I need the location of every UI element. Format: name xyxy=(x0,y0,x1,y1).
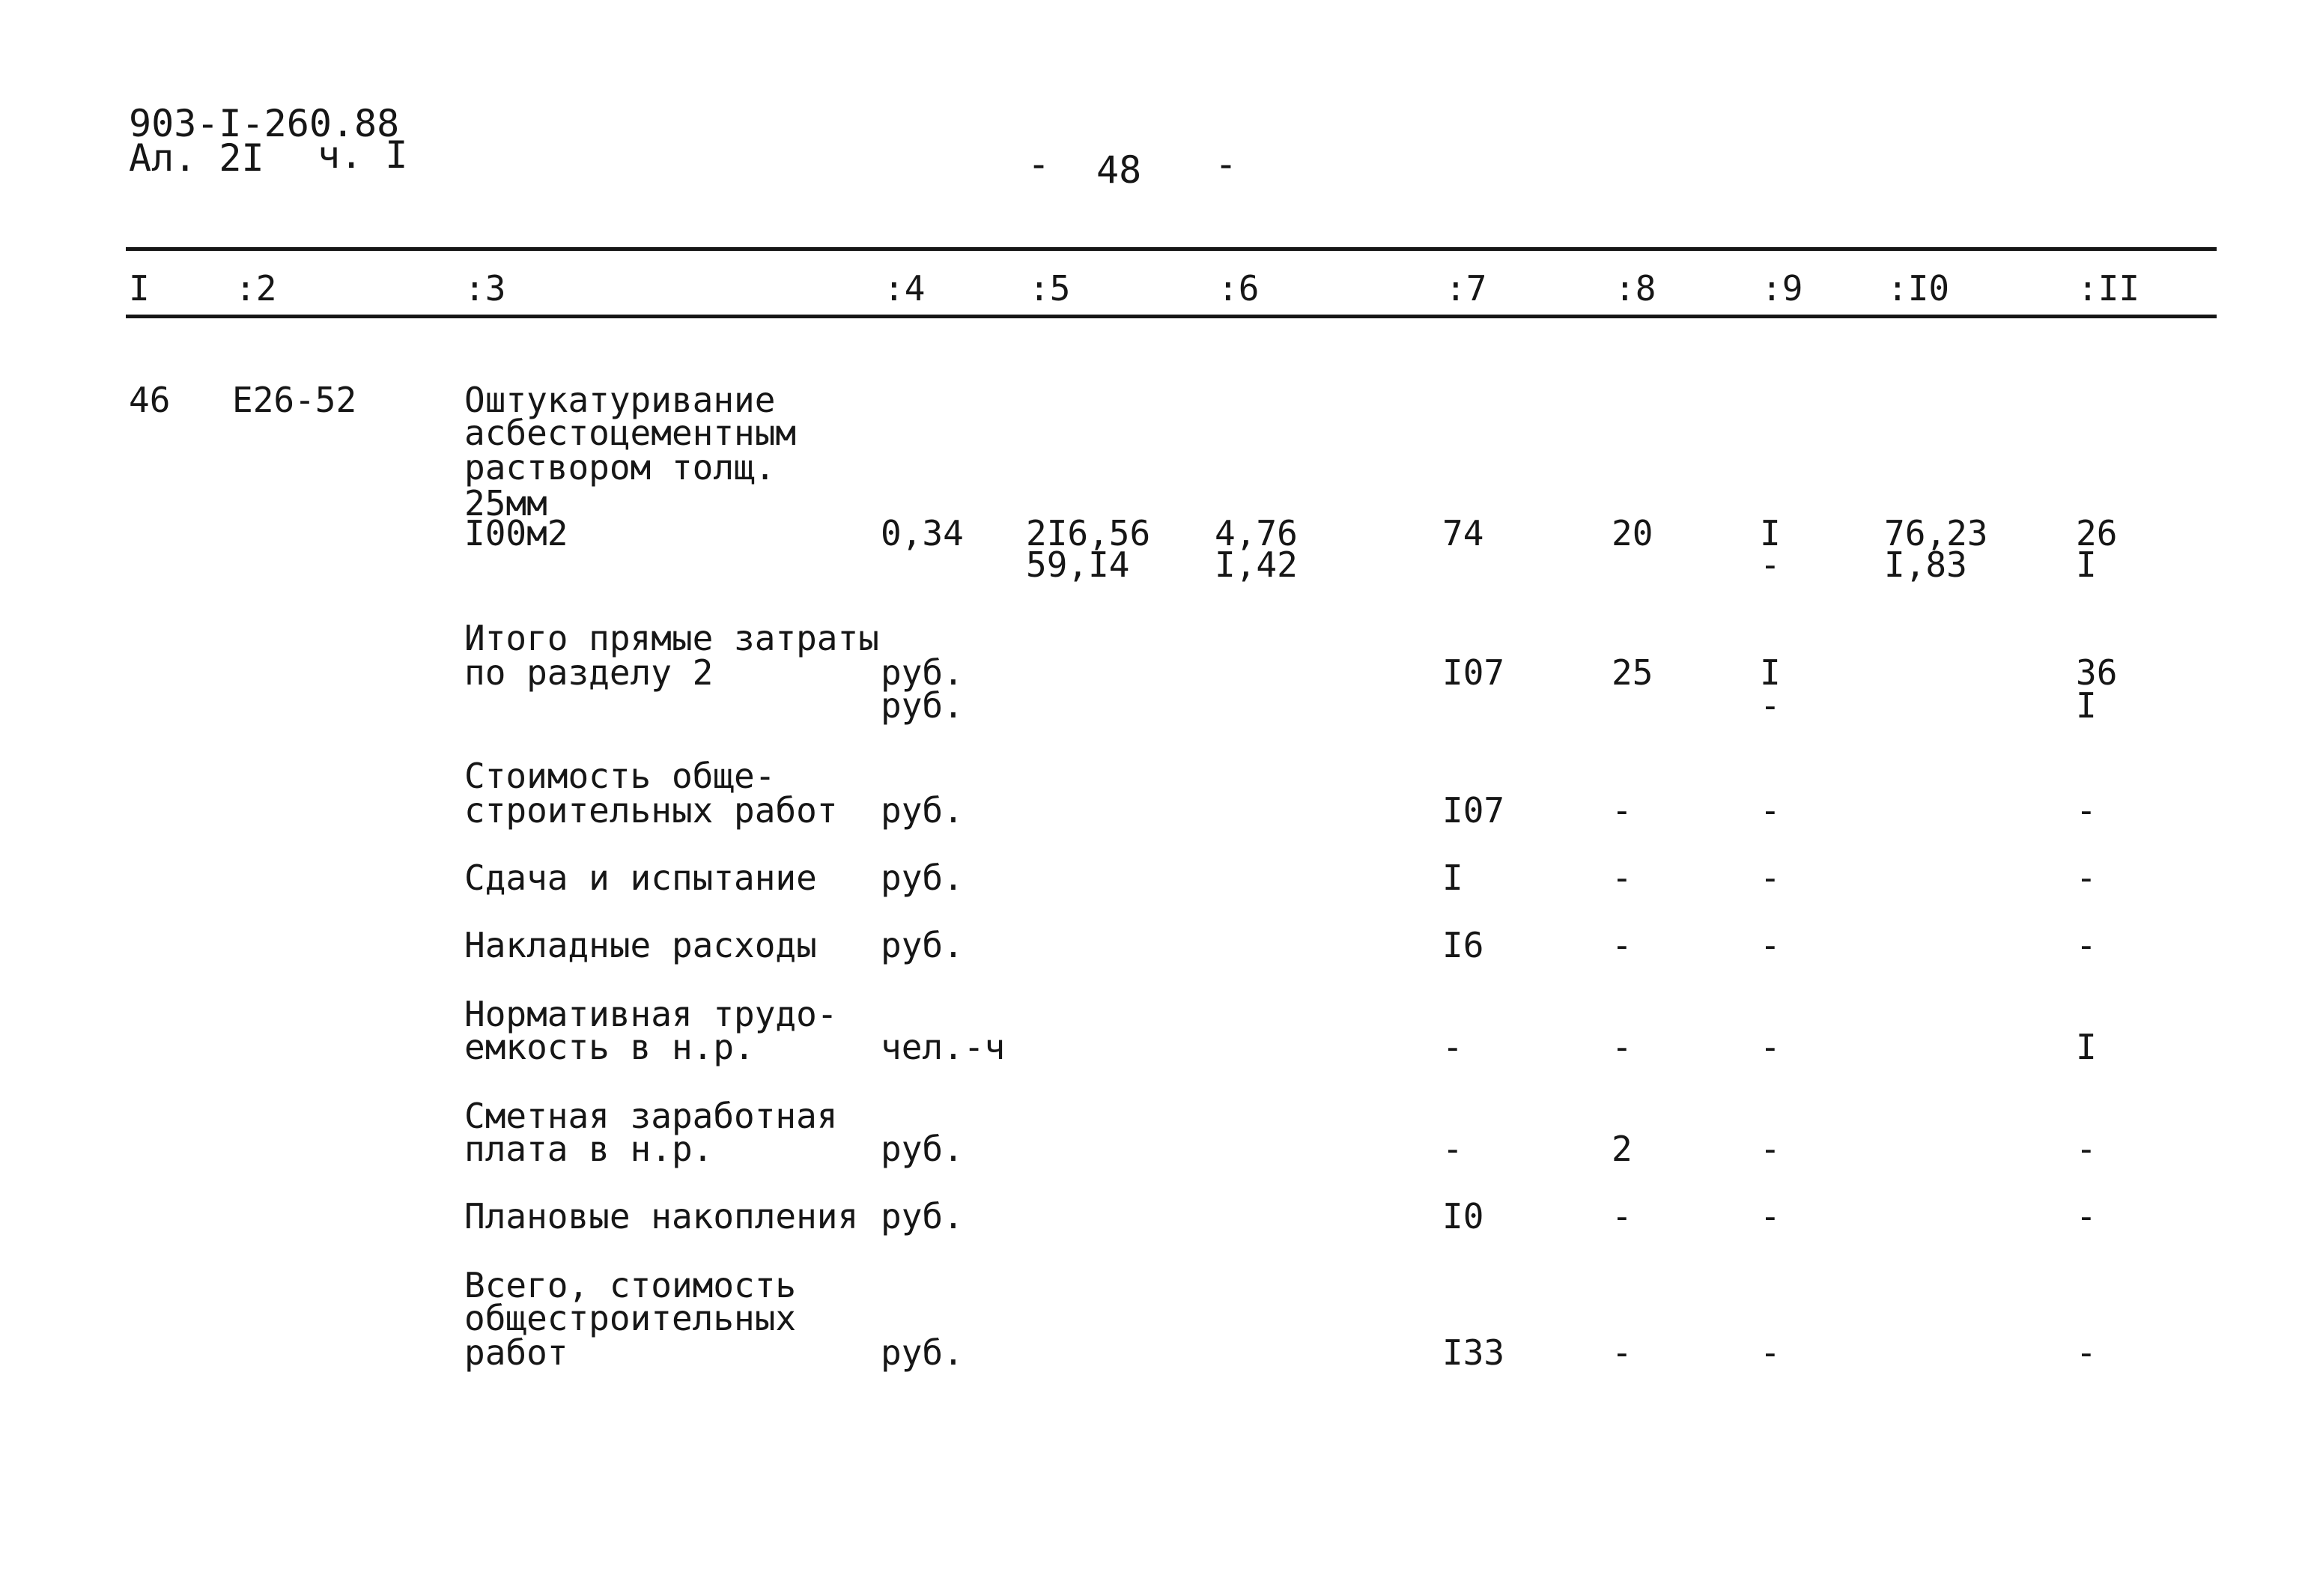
column-header-3: :3 xyxy=(464,268,506,309)
document-code: 903-I-260.88 xyxy=(129,102,400,145)
summary-col7-value: - xyxy=(1442,1129,1463,1169)
summary-unit: руб. xyxy=(881,925,964,965)
item-description-line: Оштукатуривание xyxy=(464,380,776,420)
summary-label-line: по разделу 2 xyxy=(464,652,714,693)
summary-unit: руб. xyxy=(881,1332,964,1373)
summary-col8-value: - xyxy=(1612,858,1633,898)
column-header-10: :I0 xyxy=(1887,268,1950,309)
summary-col7-value: I6 xyxy=(1442,925,1484,965)
summary-col8-value: - xyxy=(1612,1332,1633,1373)
item-col10-value: I,83 xyxy=(1884,544,1967,585)
item-col6-value: I,42 xyxy=(1215,544,1298,585)
column-header-9: :9 xyxy=(1761,268,1803,309)
summary-unit: руб. xyxy=(881,1196,964,1237)
item-number: 46 xyxy=(129,380,171,420)
summary-col9-value: - xyxy=(1760,858,1781,898)
summary-col11-value: - xyxy=(2076,925,2097,965)
summary-label-line: Накладные расходы xyxy=(464,925,817,965)
summary-col9-value: - xyxy=(1760,1027,1781,1067)
page-number: 48 xyxy=(1096,148,1142,192)
summary-label-line: Стоимость обще- xyxy=(464,756,776,796)
summary-unit: руб. xyxy=(881,1129,964,1169)
summary-unit: руб. xyxy=(881,858,964,898)
summary-unit: руб. xyxy=(881,685,964,726)
summary-col7-value: I0 xyxy=(1442,1196,1484,1237)
summary-unit: чел.-ч xyxy=(881,1027,1006,1067)
summary-col7-value: I07 xyxy=(1442,790,1505,831)
summary-col7-value: I xyxy=(1442,858,1463,898)
summary-col9-value: - xyxy=(1760,790,1781,831)
item-col9-value: - xyxy=(1760,544,1781,585)
summary-col9-value: - xyxy=(1760,1129,1781,1169)
column-header-11: :II xyxy=(2077,268,2140,309)
summary-label-line: Итого прямые затраты xyxy=(464,618,879,658)
item-col11-value: 26 xyxy=(2076,513,2118,553)
page-dash-right: - xyxy=(1215,142,1238,186)
summary-label-line: емкость в н.р. xyxy=(464,1027,755,1067)
summary-label-line: Всего, стоимость xyxy=(464,1265,797,1305)
summary-col11-value: - xyxy=(2076,1332,2097,1373)
summary-label-line: Нормативная трудо- xyxy=(464,994,838,1034)
item-description-line: раствором толщ. xyxy=(464,447,776,488)
summary-label-line: общестроительных xyxy=(464,1298,797,1338)
summary-col11-value: - xyxy=(2076,858,2097,898)
summary-col9-value: - xyxy=(1760,1332,1781,1373)
table-top-rule xyxy=(126,247,2217,251)
item-col5-value: 2I6,56 xyxy=(1026,513,1151,553)
column-header-6: :6 xyxy=(1218,268,1260,309)
summary-col8-value: - xyxy=(1612,1027,1633,1067)
column-header-8: :8 xyxy=(1615,268,1656,309)
item-description-line: асбестоцементным xyxy=(464,413,797,453)
summary-label-line: строительных работ xyxy=(464,790,838,831)
summary-label-line: Плановые накопления xyxy=(464,1196,859,1237)
item-unit: I00м2 xyxy=(464,513,568,553)
summary-col7-value: I07 xyxy=(1442,652,1505,693)
summary-label-line: Сдача и испытание xyxy=(464,858,817,898)
summary-col8-value: - xyxy=(1612,1196,1633,1237)
summary-col9-value: - xyxy=(1760,685,1781,726)
summary-col9-value: - xyxy=(1760,925,1781,965)
summary-col11-value: I xyxy=(2076,1027,2097,1067)
item-col11-value: I xyxy=(2076,544,2097,585)
item-col9-value: I xyxy=(1760,513,1781,553)
item-col10-value: 76,23 xyxy=(1884,513,1988,553)
item-col8-value: 20 xyxy=(1612,513,1653,553)
summary-col8-value: 2 xyxy=(1612,1129,1633,1169)
item-code: Е26-52 xyxy=(232,380,357,420)
item-description-line: 25мм xyxy=(464,483,547,524)
summary-col11-value: 36 xyxy=(2076,652,2118,693)
summary-col9-value: - xyxy=(1760,1196,1781,1237)
part-number: ч. I xyxy=(318,133,408,177)
table-header-rule xyxy=(126,315,2217,318)
summary-label-line: работ xyxy=(464,1332,568,1373)
summary-col11-value: I xyxy=(2076,685,2097,726)
summary-col11-value: - xyxy=(2076,790,2097,831)
summary-col8-value: - xyxy=(1612,790,1633,831)
summary-col7-value: - xyxy=(1442,1027,1463,1067)
summary-col7-value: I33 xyxy=(1442,1332,1505,1373)
column-header-7: :7 xyxy=(1445,268,1487,309)
column-header-1: I xyxy=(129,268,150,309)
page-dash-left: - xyxy=(1027,142,1051,186)
column-header-4: :4 xyxy=(884,268,926,309)
item-col5-value: 59,I4 xyxy=(1026,544,1130,585)
summary-col9-value: I xyxy=(1760,652,1781,693)
summary-col8-value: 25 xyxy=(1612,652,1653,693)
column-header-5: :5 xyxy=(1029,268,1071,309)
summary-label-line: плата в н.р. xyxy=(464,1129,714,1169)
summary-col11-value: - xyxy=(2076,1129,2097,1169)
summary-label-line: Сметная заработная xyxy=(464,1096,838,1136)
summary-unit: руб. xyxy=(881,652,964,693)
summary-unit: руб. xyxy=(881,790,964,831)
summary-col8-value: - xyxy=(1612,925,1633,965)
item-col6-value: 4,76 xyxy=(1215,513,1298,553)
item-col7-value: 74 xyxy=(1442,513,1484,553)
album-number: Ал. 2I xyxy=(129,136,264,180)
column-header-2: :2 xyxy=(235,268,277,309)
item-quantity: 0,34 xyxy=(881,513,964,553)
summary-col11-value: - xyxy=(2076,1196,2097,1237)
